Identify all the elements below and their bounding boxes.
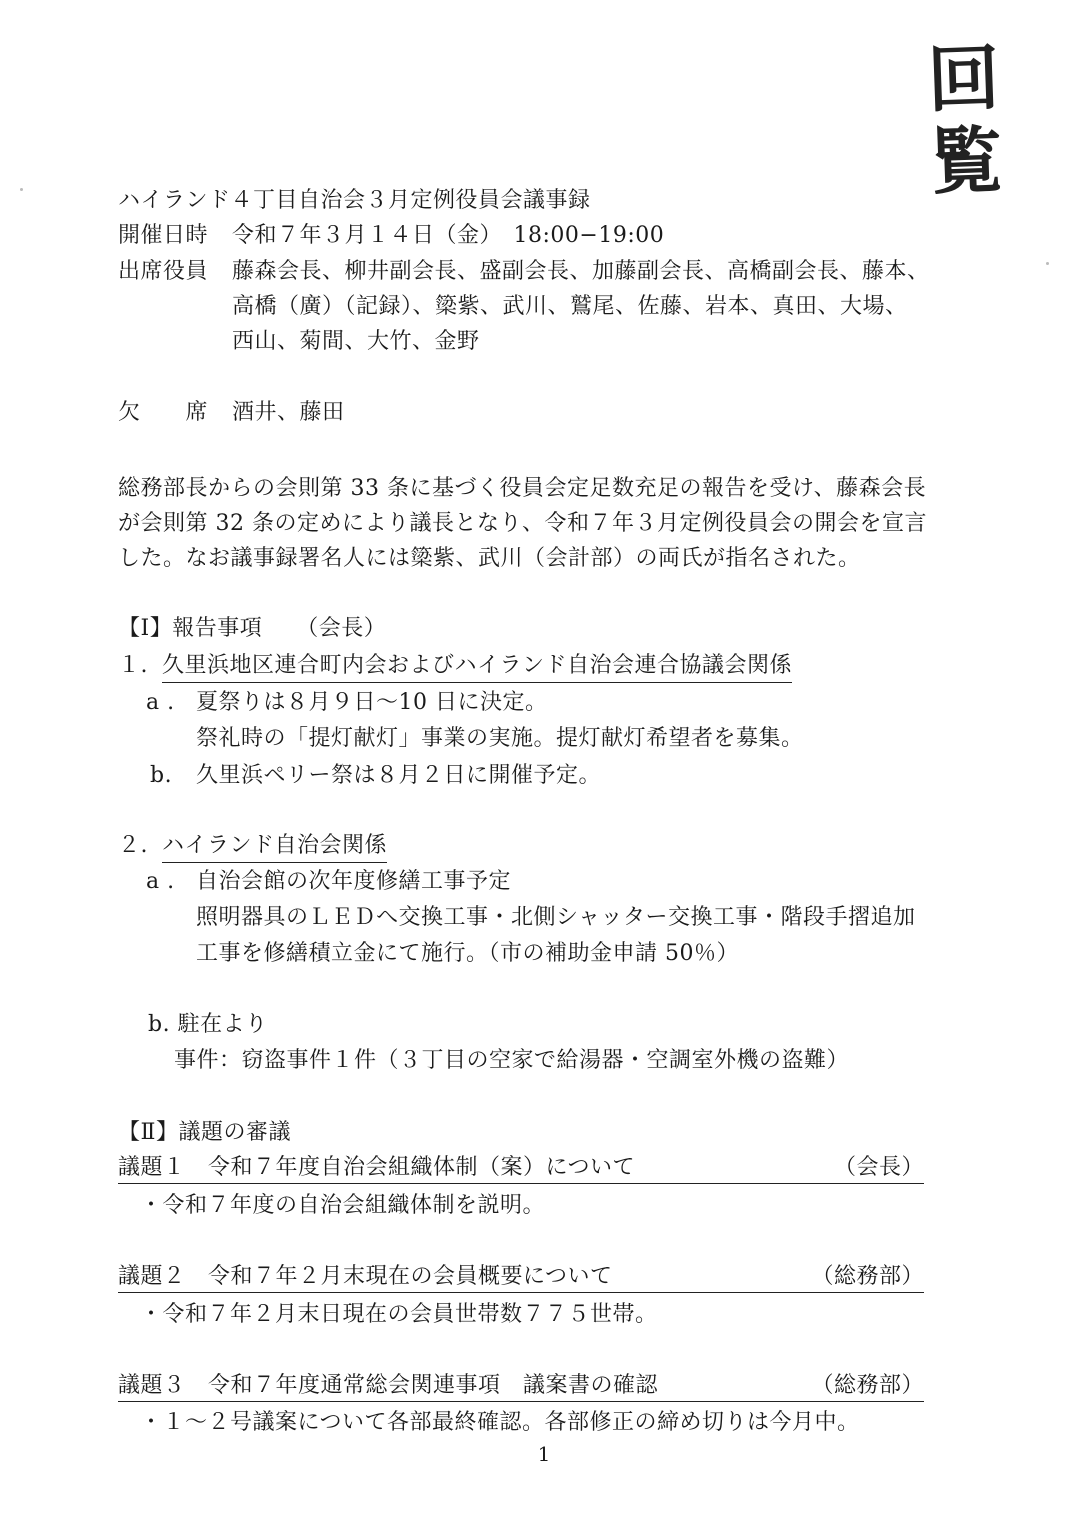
item-2a-line-1: 自治会館の次年度修繕工事予定 [196,869,512,894]
item-2-title: ハイランド自治会関係 [162,831,387,863]
item-2b-mark: b. 駐在より [148,1012,268,1037]
absent-value: 酒井、藤田 [232,400,345,425]
agenda-3-title: 議題３ 令和７年度通常総会関連事項 議案書の確認 [118,1373,659,1398]
item-2a-mark: a . [146,869,175,894]
section-2-heading: 【Ⅱ】議題の審議 [118,1120,291,1145]
item-2a-line-3: 工事を修繕積立金にて施行。（市の補助金申請 50％） [196,941,739,966]
opening-line-2: が会則第 32 条の定めにより議長となり、令和７年３月定例役員会の開会を宣言 [118,511,927,536]
agenda-2-note: ・令和７年２月末日現在の会員世帯数７７５世帯。 [140,1302,658,1327]
item-1-number: １. [118,653,148,678]
item-2b-line-1: 事件：窃盗事件１件（３丁目の空家で給湯器・空調室外機の盗難） [174,1048,850,1073]
agenda-3-owner: （総務部） [811,1373,924,1398]
item-2-number: ２. [118,833,148,858]
attendees-label: 出席役員 [118,259,209,284]
date-label: 開催日時 [118,223,209,248]
agenda-2-title: 議題２ 令和７年２月末現在の会員概要について [118,1264,613,1289]
scan-speck [1046,262,1049,265]
item-2a-line-2: 照明器具のＬＥＤへ交換工事・北側シャッター交換工事・階段手摺追加 [196,905,916,930]
attendees-line-2: 高橋（廣）（記録）、簗紫、武川、鷲尾、佐藤、岩本、真田、大場、 [232,294,908,319]
stamp-char-2: 覧 [928,116,1004,205]
agenda-2-owner: （総務部） [811,1264,924,1289]
item-1b-line-1: 久里浜ペリー祭は８月２日に開催予定。 [196,763,602,788]
opening-line-1: 総務部長からの会則第 33 条に基づく役員会定足数充足の報告を受け、藤森会長 [118,476,927,501]
agenda-1-heading [118,1153,924,1184]
section-1-heading: 【Ⅰ】報告事項 （会長） [118,616,387,641]
agenda-3-heading [118,1371,924,1402]
document-title: ハイランド４丁目自治会３月定例役員会議事録 [118,188,591,213]
agenda-3-note: ・１～２号議案について各部最終確認。各部修正の締め切りは今月中。 [140,1410,860,1435]
item-1b-mark: b. [150,763,173,788]
opening-line-3: した。なお議事録署名人には簗紫、武川（会計部）の両氏が指名された。 [118,546,861,571]
attendees-line-3: 西山、菊間、大竹、金野 [232,329,480,354]
agenda-1-owner: （会長） [833,1155,924,1180]
item-1-title: 久里浜地区連合町内会およびハイランド自治会連合協議会関係 [162,651,792,683]
item-1a-line-2: 祭礼時の「提灯献灯」事業の実施。提灯献灯希望者を募集。 [196,726,804,751]
agenda-1-title: 議題１ 令和７年度自治会組織体制（案）について [118,1155,636,1180]
item-1a-line-1: 夏祭りは８月９日～10 日に決定。 [196,690,548,715]
date-value: 令和７年３月１４日（金） 18:00−19:00 [232,223,665,248]
item-1a-mark: a . [146,690,175,715]
scan-speck [20,188,23,191]
stamp-char-1: 回 [926,34,1002,123]
absent-label: 欠 席 [118,400,209,425]
page-number: 1 [537,1442,551,1466]
agenda-1-note: ・令和７年度の自治会組織体制を説明。 [140,1193,546,1218]
agenda-2-heading [118,1262,924,1293]
kairan-stamp [917,36,1013,203]
attendees-line-1: 藤森会長、柳井副会長、盛副会長、加藤副会長、高橋副会長、藤本、 [232,259,930,284]
